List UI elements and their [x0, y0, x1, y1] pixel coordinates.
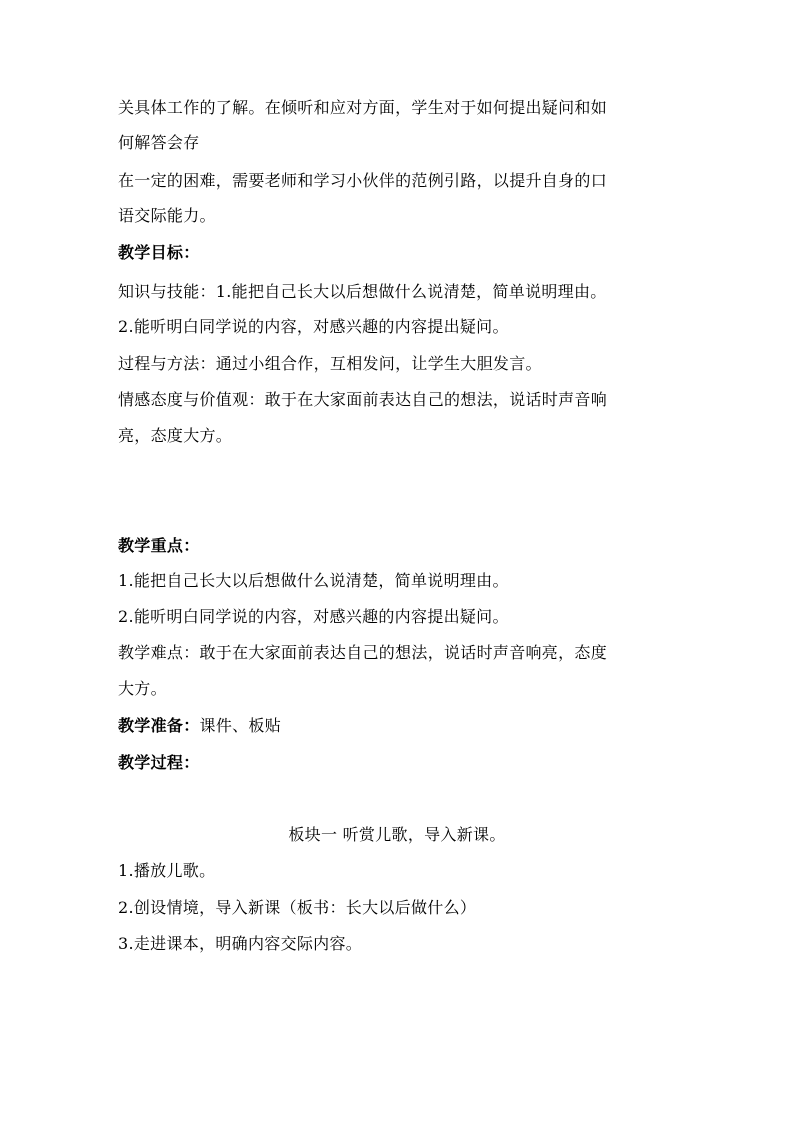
- difficulty-line: 教学难点：敢于在大家面前表达自己的想法，说话时声音响亮，态度: [118, 643, 608, 662]
- goals-heading: 教学目标：: [118, 243, 200, 262]
- goal-item: 过程与方法：通过小组合作，互相发问，让学生大胆发言。: [118, 354, 542, 373]
- goal-item: 知识与技能：1.能把自己长大以后想做什么说清楚，简单说明理由。: [118, 282, 607, 301]
- section-title: 板块一 听赏儿歌，导入新课。: [288, 825, 506, 844]
- goal-item: 亮，态度大方。: [118, 426, 233, 445]
- preparation-label: 教学准备：: [118, 716, 200, 735]
- paragraph-line: 在一定的困难，需要老师和学习小伙伴的范例引路，以提升自身的口: [118, 171, 608, 190]
- paragraph-line: 语交际能力。: [118, 206, 216, 225]
- key-points-heading: 教学重点：: [118, 536, 200, 555]
- goal-item: 情感态度与价值观：敢于在大家面前表达自己的想法，说话时声音响: [118, 390, 608, 409]
- preparation-value: 课件、板贴: [199, 716, 282, 735]
- goal-item: 2.能听明白同学说的内容，对感兴趣的内容提出疑问。: [118, 317, 509, 336]
- key-point-item: 1.能把自己长大以后想做什么说清楚，简单说明理由。: [118, 571, 509, 590]
- key-point-item: 2.能听明白同学说的内容，对感兴趣的内容提出疑问。: [118, 607, 509, 626]
- process-step: 3.走进课本，明确内容交际内容。: [118, 934, 363, 953]
- process-step: 1.播放儿歌。: [118, 861, 216, 880]
- process-heading: 教学过程：: [118, 753, 200, 772]
- difficulty-line: 大方。: [118, 679, 167, 698]
- preparation-line: [118, 716, 281, 736]
- process-step: 2.创设情境，导入新课（板书：长大以后做什么）: [118, 898, 477, 917]
- paragraph-line: 关具体工作的了解。在倾听和应对方面，学生对于如何提出疑问和如: [118, 98, 608, 117]
- paragraph-line: 何解答会存: [118, 133, 200, 152]
